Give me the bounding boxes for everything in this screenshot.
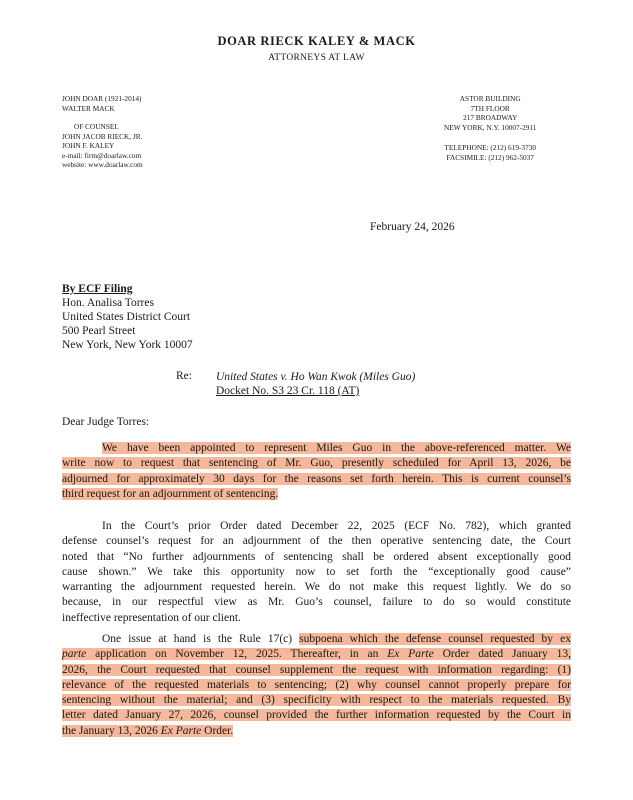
- italic-text: parte: [62, 648, 87, 661]
- highlighted-text: subpoena which the defense counsel requested by ex: [299, 633, 571, 645]
- partner-name: WALTER MACK: [62, 103, 115, 113]
- text-line: [62, 441, 571, 456]
- text-line: [62, 647, 571, 662]
- text-line: [62, 663, 571, 678]
- recipient-court: United States District Court: [62, 311, 191, 323]
- counsel-name: JOHN JACOB RIECK, JR.: [62, 131, 143, 141]
- text-line: warranting the adjournment requested herein. We do not make this request lightly. We do so: [62, 581, 571, 594]
- text-line: [62, 708, 571, 723]
- plain-text: Order.: [201, 724, 234, 737]
- letter-date: February 24, 2026: [370, 221, 455, 233]
- highlighted-text: third request for an adjournment of sentencing.: [62, 487, 279, 500]
- plain-text: the January 13, 2026: [62, 724, 161, 737]
- italic-text: Ex Parte: [160, 724, 202, 737]
- recipient-block: [62, 282, 193, 352]
- firm-name: DOAR RIECK KALEY & MACK: [217, 34, 416, 48]
- plain-text: Order dated January 13,: [433, 648, 571, 661]
- text-line: [62, 456, 571, 471]
- highlighted-text: letter dated January 27, 2026, counsel provided the further information requested by the Court in: [62, 709, 571, 722]
- text-line: In the Court’s prior Order dated December 22, 2025 (ECF No. 782), which granted: [102, 520, 571, 532]
- highlighted-text: relevance of the requested materials to sentencing; (2) why counsel cannot properly prepare for: [62, 678, 571, 691]
- floor: 7TH FLOOR: [470, 103, 510, 113]
- docket-number: Docket No. S3 23 Cr. 118 (AT): [216, 385, 360, 397]
- telephone: TELEPHONE: (212) 619-3730: [444, 143, 537, 152]
- recipient-street: 500 Pearl Street: [62, 325, 136, 337]
- plain-text: application on November 12, 2025. Thereafter, in an: [86, 648, 388, 661]
- italic-text: Ex Parte: [387, 648, 434, 661]
- salutation: Dear Judge Torres:: [62, 416, 150, 428]
- of-counsel-label: OF COUNSEL: [74, 122, 119, 131]
- case-name: United States v. Ho Wan Kwok (Miles Guo): [216, 371, 416, 383]
- firm-email: e-mail: firm@doarlaw.com: [62, 150, 142, 160]
- plain-text: One issue at hand is the Rule 17(c): [102, 633, 300, 645]
- highlighted-text: We have been appointed to represent Miles Guo in the above-referenced matter. We: [102, 442, 571, 454]
- highlighted-text: write now to request that sentencing of Mr. Guo, presently scheduled for April 13, 2026, be: [62, 457, 571, 470]
- text-line: [62, 678, 571, 693]
- counsel-name: JOHN F. KALEY: [62, 141, 115, 150]
- text-line: [62, 487, 571, 502]
- city-address: NEW YORK, N.Y. 10007-2911: [444, 122, 537, 132]
- street-address: 217 BROADWAY: [463, 113, 518, 122]
- text-line: noted that “No further adjournments of sentencing shall be ordered absent exceptionally good: [62, 550, 571, 563]
- text-line: [62, 472, 571, 487]
- paragraph-2: [62, 519, 571, 626]
- paragraph-3: [62, 632, 571, 739]
- text-line: [62, 632, 571, 647]
- highlighted-text: [62, 725, 233, 737]
- delivery-method: By ECF Filing: [62, 283, 133, 295]
- text-line: defense counsel’s request for an adjournment of the then operative sentencing date, the Court: [62, 535, 571, 548]
- highlighted-text: sentencing without the material; and (3) specificity with respect to the materials requested. By: [62, 694, 571, 707]
- highlighted-text: 2026, the Court requested that counsel supplement the request with information regarding: (1): [62, 663, 571, 676]
- firm-subtitle: ATTORNEYS AT LAW: [268, 53, 365, 63]
- text-line: ineffective representation of our client.: [62, 611, 241, 624]
- letterhead-right: [444, 94, 536, 162]
- facsimile: FACSIMILE: (212) 962-5037: [446, 152, 534, 162]
- text-line: [62, 724, 571, 739]
- text-line: cause shown.” We take this opportunity now to set forth the “exceptionally good cause”: [62, 565, 571, 578]
- firm-website: website: www.doarlaw.com: [62, 160, 143, 169]
- highlighted-text: adjourned for approximately 30 days for the reasons set forth herein. This is current counsel’s: [62, 472, 571, 485]
- text-line: because, in our respectful view as Mr. Guo’s counsel, failure to do so would constitute: [62, 596, 571, 609]
- recipient-city: New York, New York 10007: [62, 339, 193, 351]
- partner-name: JOHN DOAR (1921-2014): [62, 94, 142, 103]
- letterhead-left: [62, 94, 143, 170]
- building-name: ASTOR BUILDING: [459, 94, 521, 103]
- recipient-name: Hon. Analisa Torres: [62, 297, 154, 309]
- paragraph-1: [62, 441, 571, 502]
- highlighted-text: [62, 648, 571, 660]
- re-block: [216, 370, 415, 398]
- re-label: Re:: [176, 370, 192, 382]
- text-line: [62, 693, 571, 708]
